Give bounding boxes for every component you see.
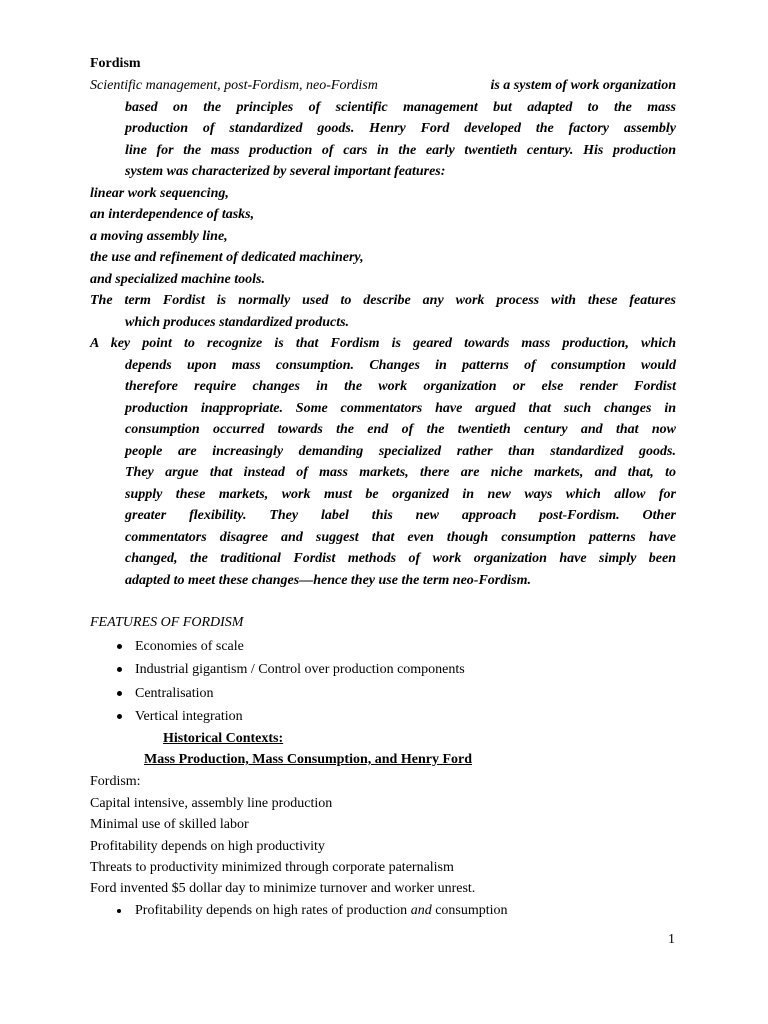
last-bullet-italic: and	[410, 903, 432, 918]
intro-first-rest: is a system of work organization	[490, 78, 676, 93]
feature-item: an interdependence of tasks,	[90, 207, 255, 222]
hist-heading-2: Mass Production, Mass Consumption, and Henry Ford	[144, 752, 473, 767]
fordism-label: Fordism:	[90, 774, 141, 789]
key-point-line: people are increasingly demanding specialized rather than standardized goods.	[125, 444, 676, 459]
bullet-icon	[117, 909, 121, 913]
page-number: 1	[668, 932, 675, 947]
fordism-line: Threats to productivity minimized through corporate paternalism	[90, 860, 454, 875]
fordism-line: Minimal use of skilled labor	[90, 817, 249, 832]
key-point-line: changed, the traditional Fordist methods of work organization have simply been	[125, 551, 676, 566]
fordism-line: Ford invented $5 dollar day to minimize turnover and worker unrest.	[90, 881, 476, 896]
last-bullet	[135, 902, 508, 920]
intro-lead: Scientific management, post-Fordism, neo-Fordism	[90, 78, 378, 93]
key-point-line: consumption occurred towards the end of the twentieth century and that now	[125, 422, 676, 437]
key-point-line: depends upon mass consumption. Changes in patterns of consumption would	[125, 358, 676, 373]
key-point-line: production inappropriate. Some commentators have argued that such changes in	[125, 401, 676, 416]
fordism-line: Profitability depends on high productivity	[90, 839, 325, 854]
fordism-line: Capital intensive, assembly line production	[90, 796, 333, 811]
last-bullet-after: consumption	[431, 903, 508, 918]
intro-line-1	[90, 77, 676, 95]
key-point-line: A key point to recognize is that Fordism is geared towards mass production, which	[90, 336, 676, 351]
key-point-line: commentators disagree and suggest that even though consumption patterns have	[125, 530, 676, 545]
key-point-line: adapted to meet these changes—hence they use the term neo-Fordism.	[125, 573, 531, 588]
feature-item: linear work sequencing,	[90, 186, 229, 201]
fordist-term-line-2: which produces standardized products.	[125, 315, 350, 330]
key-point-line: They argue that instead of mass markets, there are niche markets, and that, to	[125, 465, 676, 480]
bullet-icon	[117, 691, 122, 696]
features-bullet: Industrial gigantism / Control over production components	[135, 662, 465, 677]
hist-heading-1: Historical Contexts:	[163, 731, 284, 746]
intro-line-4: line for the mass production of cars in the early twentieth century. His production	[125, 143, 676, 158]
intro-line-5: system was characterized by several important features:	[125, 164, 446, 179]
bullet-icon	[117, 714, 122, 719]
fordist-term-line-1: The term Fordist is normally used to describe any work process with these features	[90, 293, 676, 308]
bullet-icon	[117, 644, 122, 649]
intro-line-2: based on the principles of scientific management but adapted to the mass	[125, 100, 676, 115]
features-bullet: Centralisation	[135, 686, 214, 701]
key-point-line: greater flexibility. They label this new approach post-Fordism. Other	[125, 508, 676, 523]
feature-item: the use and refinement of dedicated machinery,	[90, 250, 364, 265]
features-heading: FEATURES OF FORDISM	[90, 615, 244, 630]
key-point-line: supply these markets, work must be organized in new ways which allow for	[125, 487, 676, 502]
features-bullet: Economies of scale	[135, 639, 244, 654]
key-point-line: therefore require changes in the work organization or else render Fordist	[125, 379, 676, 394]
feature-item: a moving assembly line,	[90, 229, 228, 244]
last-bullet-before: Profitability depends on high rates of production	[135, 903, 411, 918]
feature-item: and specialized machine tools.	[90, 272, 265, 287]
bullet-icon	[117, 667, 122, 672]
features-bullet: Vertical integration	[135, 709, 243, 724]
doc-title: Fordism	[90, 56, 141, 71]
intro-line-3: production of standardized goods. Henry Ford developed the factory assembly	[125, 121, 676, 136]
